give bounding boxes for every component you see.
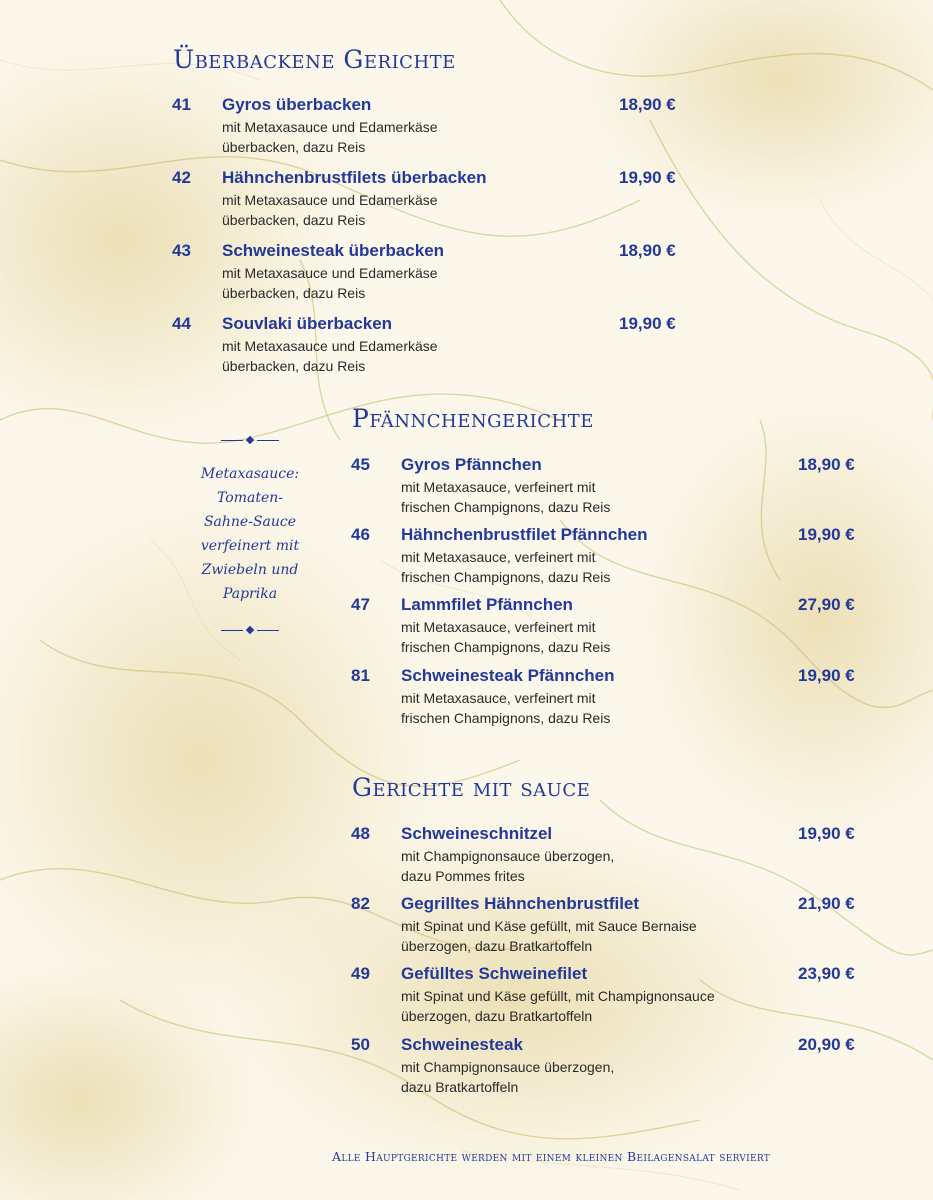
item-name: Souvlaki überbacken: [222, 314, 393, 333]
footer-note: Alle Hauptgerichte werden mit einem kleinen Beilagensalat serviert: [332, 1149, 771, 1164]
section-title-pfaennchengerichte: Pfännchengerichte: [352, 404, 594, 433]
item-price: 18,90 €: [619, 241, 676, 260]
item-price: 18,90 €: [798, 455, 855, 474]
ornament-divider: [195, 430, 305, 450]
item-name: Hähnchenbrustfilets überbacken: [222, 168, 487, 187]
item-price: 19,90 €: [798, 666, 855, 685]
ornament-divider: [195, 620, 305, 640]
item-description: mit Spinat und Käse gefüllt, mit Champignonsauce überzogen, dazu Bratkartoffeln: [401, 988, 715, 1024]
item-description: mit Metaxasauce und Edamerkäse überbacken, dazu Reis: [222, 192, 438, 228]
item-name: Gyros überbacken: [222, 95, 372, 114]
item-description: mit Spinat und Käse gefüllt, mit Sauce Bernaise überzogen, dazu Bratkartoffeln: [401, 918, 697, 954]
item-description: mit Metaxasauce, verfeinert mit frischen Champignons, dazu Reis: [401, 619, 611, 655]
item-number: 82: [351, 894, 370, 913]
item-description: mit Metaxasauce, verfeinert mit frischen Champignons, dazu Reis: [401, 479, 611, 515]
item-name: Gyros Pfännchen: [401, 455, 542, 474]
item-number: 41: [172, 95, 191, 114]
item-price: 18,90 €: [619, 95, 676, 114]
item-price: 27,90 €: [798, 595, 855, 614]
item-number: 44: [172, 314, 191, 333]
item-number: 50: [351, 1035, 370, 1054]
item-price: 19,90 €: [619, 314, 676, 333]
item-price: 19,90 €: [798, 824, 855, 843]
item-name: Schweinesteak: [401, 1035, 523, 1054]
item-price: 21,90 €: [798, 894, 855, 913]
item-description: mit Metaxasauce, verfeinert mit frischen Champignons, dazu Reis: [401, 549, 611, 585]
item-description: mit Metaxasauce und Edamerkäse überbacken, dazu Reis: [222, 265, 438, 301]
section-title-ueberbackene-gerichte: Überbackene Gerichte: [173, 45, 456, 74]
item-description: mit Metaxasauce und Edamerkäse überbacken, dazu Reis: [222, 119, 438, 155]
item-description: mit Champignonsauce überzogen, dazu Pommes frites: [401, 848, 615, 884]
item-name: Schweinesteak überbacken: [222, 241, 445, 260]
item-number: 48: [351, 824, 370, 843]
item-description: mit Metaxasauce und Edamerkäse überbacken, dazu Reis: [222, 338, 438, 374]
item-name: Gegrilltes Hähnchenbrustfilet: [401, 894, 640, 913]
item-number: 42: [172, 168, 191, 187]
item-description: mit Metaxasauce, verfeinert mit frischen Champignons, dazu Reis: [401, 690, 611, 726]
item-number: 49: [351, 964, 370, 983]
item-description: mit Champignonsauce überzogen, dazu Bratkartoffeln: [401, 1059, 615, 1095]
item-name: Schweineschnitzel: [401, 824, 553, 843]
sauce-note-text: Metaxasauce: Tomaten- Sahne-Sauce verfeinert mit Zwiebeln und Paprika: [200, 466, 300, 602]
item-number: 45: [351, 455, 370, 474]
item-number: 43: [172, 241, 191, 260]
item-price: 19,90 €: [619, 168, 676, 187]
section-title-gerichte-mit-sauce: Gerichte mit sauce: [352, 773, 591, 802]
item-number: 46: [351, 525, 370, 544]
item-number: 47: [351, 595, 370, 614]
item-price: 23,90 €: [798, 964, 855, 983]
item-price: 19,90 €: [798, 525, 855, 544]
item-name: Schweinesteak Pfännchen: [401, 666, 615, 685]
sauce-side-note: [195, 430, 305, 640]
item-name: Hähnchenbrustfilet Pfännchen: [401, 525, 648, 544]
item-number: 81: [351, 666, 370, 685]
item-name: Gefülltes Schweinefilet: [401, 964, 588, 983]
item-price: 20,90 €: [798, 1035, 855, 1054]
item-name: Lammfilet Pfännchen: [401, 595, 573, 614]
